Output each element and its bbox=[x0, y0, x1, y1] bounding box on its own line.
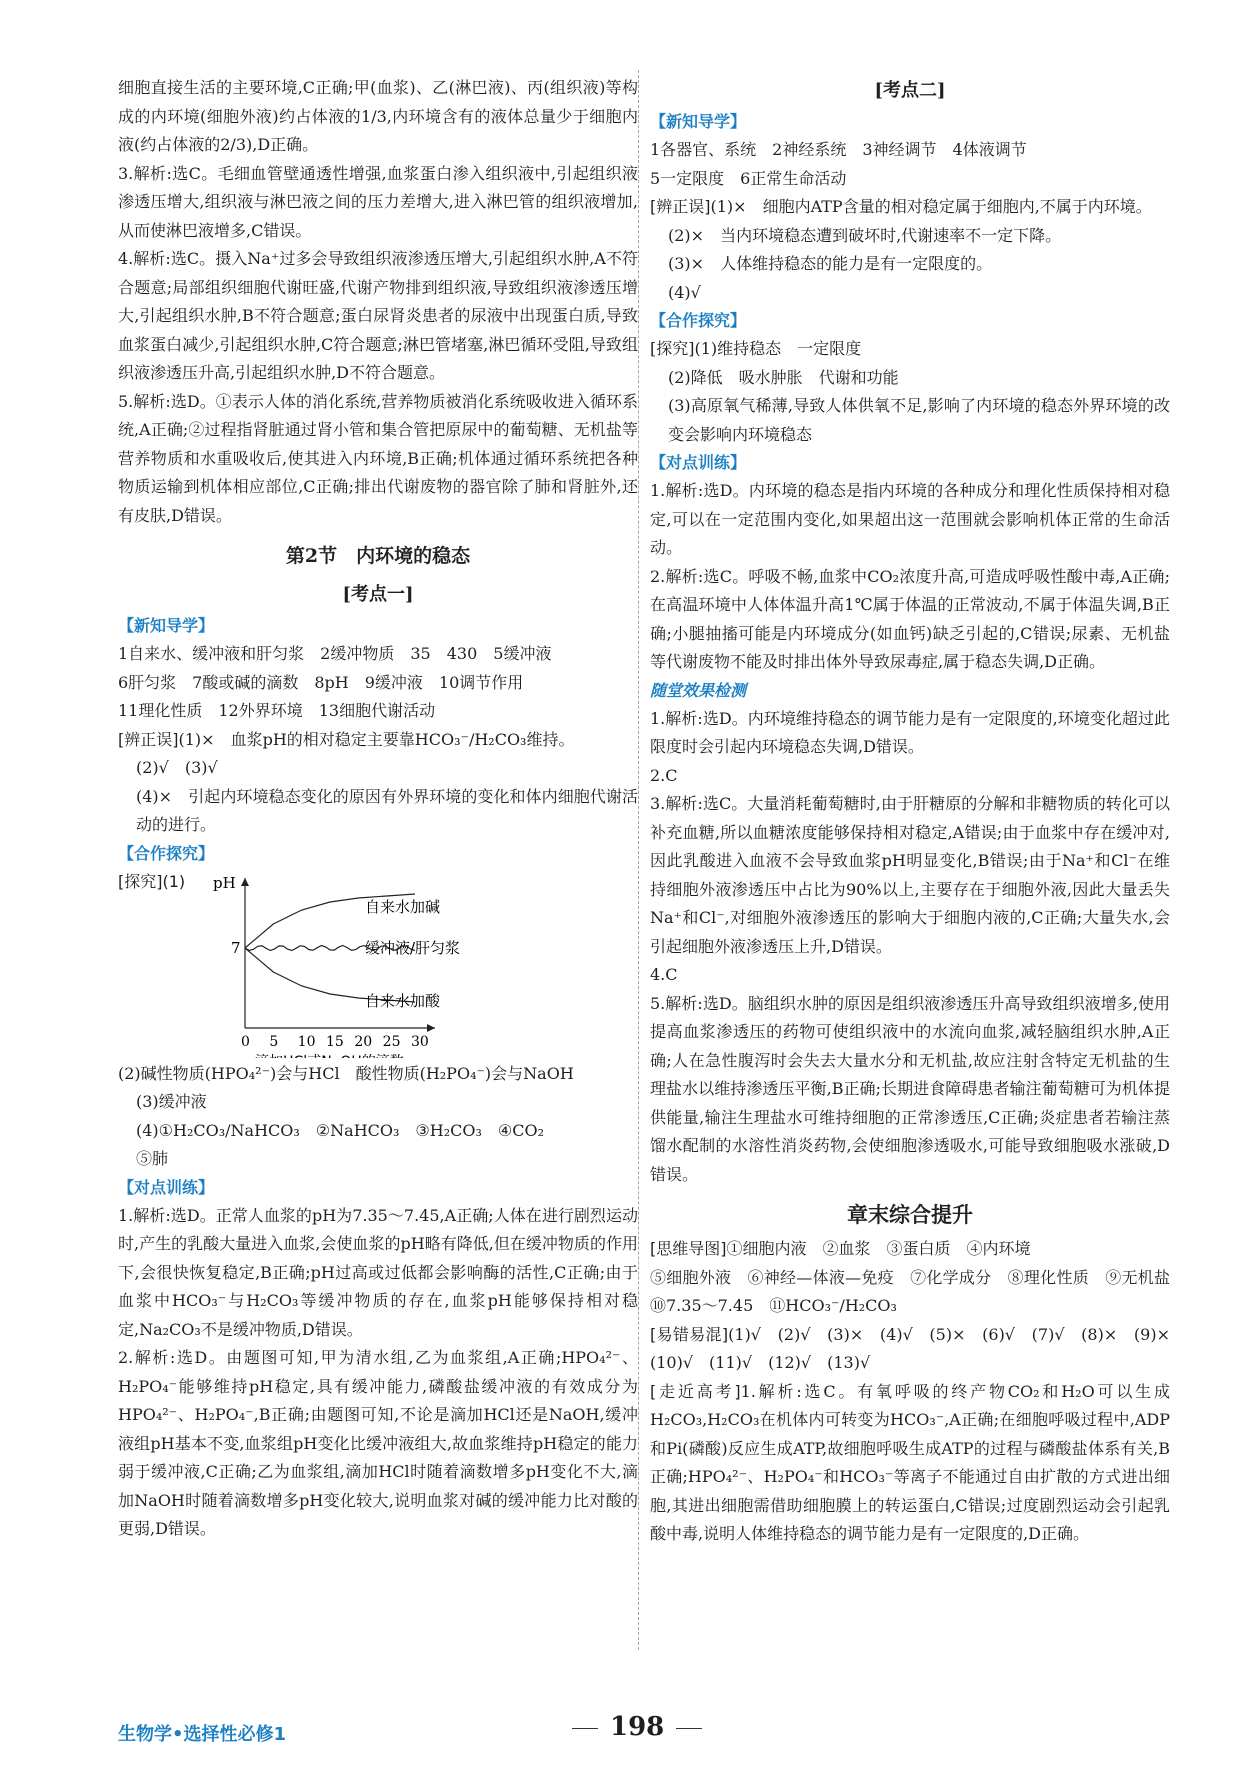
ph-chart bbox=[185, 868, 605, 1058]
series-label: 自来水加酸 bbox=[365, 991, 441, 1010]
practice2-2: 2.解析:选C。呼吸不畅,血浆中CO₂浓度升高,可造成呼吸性酸中毒,A正确;在高温环境中人体体温升高1℃属于体温的正常波动,不属于体温失调,B正确;小腿抽搐可能是内环境成分(如血钙)缺乏引起的,C错误;尿素、无机盐等代谢废物不能及时排出体外导致尿毒症,属于稳态失调,D正确。 bbox=[650, 566, 1170, 671]
page-number: 198 bbox=[560, 1712, 714, 1742]
answer-paragraph: 细胞直接生活的主要环境,C正确;甲(血浆)、乙(淋巴液)、丙(组织液)等构成的内环境(细胞外液)约占体液的1/3,内环境含有的液体总量少于细胞内液(约占体液的2/3),D正确。 bbox=[118, 78, 638, 154]
cooperation-label: 【合作探究】 bbox=[118, 843, 215, 863]
practice2-1: 1.解析:选D。内环境的稳态是指内环境的各种成分和理化性质保持相对稳定,可以在一定范围内变化,如果超出这一范围就会影响机体正常的生命活动。 bbox=[650, 481, 1170, 557]
gaokao-answer: 1.解析:选C。有氧呼吸的终产物CO₂和H₂O可以生成H₂CO₃,H₂CO₃在机体内可转变为HCO₃⁻,A正确;在细胞呼吸过程中,ADP和Pi(磷酸)反应生成ATP,故细胞呼吸生成ATP的过程与磷酸盐体系有关,B正确;HPO₄²⁻、H₂PO₄⁻和HCO₃⁻等离子不能通过自由扩散的方式进出细胞,其进出细胞需借助细胞膜上的转运蛋白,C错误;过度剧烈运动会引起乳酸中毒,说明人体维持稳态的调节能力是有一定限度的,D正确。 bbox=[650, 1381, 1170, 1543]
explore-2: (2)碱性物质(HPO₄²⁻)会与HCl 酸性物质(H₂PO₄⁻)会与NaOH bbox=[118, 1063, 574, 1083]
x-tick-label: 30 bbox=[411, 1033, 429, 1050]
practice-label-2: 【对点训练】 bbox=[650, 453, 747, 472]
y-axis-arrow bbox=[241, 878, 249, 886]
correction2-4: (4)√ bbox=[668, 282, 701, 302]
gaokao-label: [走近高考] bbox=[650, 1381, 741, 1401]
check-4: 4.C bbox=[650, 965, 678, 984]
kaodian-two-heading: [考点二] bbox=[874, 80, 946, 101]
check-2: 2.C bbox=[650, 765, 678, 785]
explore2-1: [探究](1)维持稳态 一定限度 bbox=[650, 339, 862, 358]
x-axis-arrow bbox=[427, 1024, 435, 1032]
correction-1: (1)× 血浆pH的相对稳定主要靠HCO₃⁻/H₂CO₃维持。 bbox=[178, 729, 575, 749]
correction-4: (4)× 引起内环境稳态变化的原因有外界环境的变化和体内细胞代谢活动的进行。 bbox=[136, 786, 638, 834]
x-tick-label: 10 bbox=[297, 1033, 316, 1050]
x-tick-label: 20 bbox=[354, 1033, 373, 1050]
classroom-check-label: 随堂效果检测 bbox=[650, 680, 747, 700]
cooperation-label-2: 【合作探究】 bbox=[650, 311, 747, 330]
x-tick-label: 25 bbox=[382, 1033, 401, 1050]
explore2-2: (2)降低 吸水肿胀 代谢和功能 bbox=[668, 367, 899, 387]
answer-q5: 5.解析:选D。①表示人体的消化系统,营养物质被消化系统吸收进入循环系统,A正确;②过程指肾脏通过肾小管和集合管把原尿中的葡萄糖、无机盐等营养物质和水重吸收后,使其进入内环境,B正确;机体通过循环系统把各种物质运输到机体相应部位,C正确;排出代谢废物的器官除了肺和肾脏外,还有皮肤,D错误。 bbox=[118, 391, 638, 525]
check-3: 3.解析:选C。大量消耗葡萄糖时,由于肝糖原的分解和非糖物质的转化可以补充血糖,所以血糖浓度能够保持相对稳定,A错误;由于血浆中存在缓冲对,因此乳酸进入血液不会导致血浆pH明显变化,B错误;由于Na⁺和Cl⁻在维持细胞外液渗透压中占比为90%以上,主要存在于细胞外液,因此大量丢失Na⁺和Cl⁻,对细胞外液渗透压的影响大于细胞内液的,C正确;大量失水,会引起细胞外液渗透压上升,D错误。 bbox=[650, 794, 1170, 956]
mindmap-2: ⑤细胞外液 ⑥神经—体液—免疫 ⑦化学成分 ⑧理化性质 ⑨无机盐 ⑩7.35～7.45 ⑪HCO₃⁻/H₂CO₃ bbox=[650, 1267, 1187, 1315]
practice-2: 2.解析:选D。由题图可知,甲为清水组,乙为血浆组,A正确;HPO₄²⁻、H₂PO₄⁻能够维持pH稳定,具有缓冲能力,磷酸盐缓冲液的有效成分为HPO₄²⁻、H₂PO₄⁻,B正确;由题图可知,不论是滴加HCl还是NaOH,缓冲液组pH基本不变,血浆组pH变化比缓冲液组大,故血浆维持pH稳定的能力弱于缓冲液,C正确;乙为血浆组,滴加HCl时随着滴数增多pH变化不大,滴加NaOH时随着滴数增多pH变化较大,说明血浆对碱的缓冲能力比对酸的更弱,D错误。 bbox=[118, 1348, 638, 1538]
x-tick-label: 0 bbox=[241, 1033, 251, 1050]
answer-q3: 3.解析:选C。毛细血管壁通透性增强,血浆蛋白渗入组织液中,引起组织液渗透压增大,组织液与淋巴液之间的压力差增大,进入淋巴管的组织液增加,从而使淋巴液增多,C错误。 bbox=[118, 163, 638, 240]
explore2-3: (3)高原氧气稀薄,导致人体供氧不足,影响了内环境的稳态外界环境的改变会影响内环境稳态 bbox=[668, 396, 1170, 444]
series-label: 缓冲液/肝匀浆 bbox=[365, 938, 461, 957]
kaodian-one-heading: [考点一] bbox=[342, 584, 414, 605]
new-knowledge-line-1: 1自来水、缓冲液和肝匀浆 2缓冲物质 35 430 5缓冲液 bbox=[118, 644, 552, 663]
explore-label: [探究](1) bbox=[118, 871, 186, 891]
check-5: 5.解析:选D。脑组织水肿的原因是组织液渗透压升高导致组织液增多,使用提高血浆渗透压的药物可使组织液中的水流向血浆,减轻脑组织水肿,A正确;人在急性腹泻时会失去大量水分和无机盐,故应注射含特定无机盐的生理盐水以维持渗透压平衡,B正确;长期进食障碍患者输注葡萄糖可为机体提供能量,输注生理盐水可维持细胞的正常渗透压,C正确;炎症患者若输注蒸馏水配制的水溶性消炎药物,会使细胞渗透吸水,可能导致细胞吸水涨破,D错误。 bbox=[650, 993, 1170, 1184]
practice-label: 【对点训练】 bbox=[118, 1177, 215, 1197]
y-tick-label: 7 bbox=[231, 938, 241, 957]
explore-3: (3)缓冲液 bbox=[136, 1092, 207, 1111]
new-knowledge-line-2: 6肝匀浆 7酸或碱的滴数 8pH 9缓冲液 10调节作用 bbox=[118, 672, 524, 692]
correction2-3: (3)× 人体维持稳态的能力是有一定限度的。 bbox=[668, 254, 993, 273]
correction-label-2: [辨正误] bbox=[650, 197, 711, 216]
x-tick-label: 15 bbox=[326, 1033, 344, 1050]
ph-chart-svg bbox=[185, 868, 605, 1058]
left-column bbox=[118, 74, 638, 1544]
correction-2-3: (2)√ (3)√ bbox=[136, 758, 218, 777]
explore-4b: ⑤肺 bbox=[136, 1149, 169, 1168]
new-knowledge-label-2: 【新知导学】 bbox=[650, 112, 747, 131]
column-divider bbox=[638, 70, 639, 1650]
practice-1: 1.解析:选D。正常人血浆的pH为7.35～7.45,A正确;人体在进行剧烈运动时,产生的乳酸大量进入血浆,会使血浆的pH略有降低,但在缓冲物质的作用下,会很快恢复稳定,B正确;pH过高或过低都会影响酶的活性,C正确;由于血浆中HCO₃⁻与H₂CO₃等缓冲物质的存在,血浆pH能够保持相对稳定,Na₂CO₃不是缓冲物质,D错误。 bbox=[118, 1205, 638, 1339]
mindmap-label: [思维导图] bbox=[650, 1239, 727, 1258]
confusion-label: [易错易混] bbox=[650, 1324, 729, 1344]
new-knowledge-line-3: 11理化性质 12外界环境 13细胞代谢活动 bbox=[118, 701, 436, 720]
right-column bbox=[650, 74, 1187, 1549]
new-knowledge-label: 【新知导学】 bbox=[118, 616, 215, 635]
book-title: 生物学•选择性必修1 bbox=[118, 1724, 287, 1745]
section-title: 第2节 内环境的稳态 bbox=[285, 545, 471, 567]
explore-4: (4)①H₂CO₃/NaHCO₃ ②NaHCO₃ ③H₂CO₃ ④CO₂ bbox=[136, 1120, 545, 1140]
correction2-2: (2)× 当内环境稳态遭到破坏时,代谢速率不一定下降。 bbox=[668, 225, 1062, 245]
new-knowledge-2-line-1: 1各器官、系统 2神经系统 3神经调节 4体液调节 bbox=[650, 140, 1027, 159]
series-label: 自来水加碱 bbox=[365, 897, 441, 916]
new-knowledge-2-line-2: 5一定限度 6正常生命活动 bbox=[650, 168, 847, 188]
correction-label: [辨正误] bbox=[118, 729, 179, 749]
confusion-answers: (1)√ (2)√ (3)× (4)√ (5)× (6)√ (7)√ (8)× (9)× (10)√ (11)√ (12)√ (13)√ bbox=[650, 1324, 1186, 1372]
check-1: 1.解析:选D。内环境维持稳态的调节能力是有一定限度的,环境变化超过此限度时会引起内环境稳态失调,D错误。 bbox=[650, 708, 1170, 756]
mindmap-1: ①细胞内液 ②血浆 ③蛋白质 ④内环境 bbox=[726, 1239, 1031, 1258]
x-axis-label bbox=[255, 1053, 404, 1058]
chapter-summary-title: 章末综合提升 bbox=[847, 1202, 973, 1227]
x-tick-label: 5 bbox=[269, 1033, 279, 1050]
y-axis-label: pH bbox=[213, 873, 236, 892]
correction2-1: (1)× 细胞内ATP含量的相对稳定属于细胞内,不属于内环境。 bbox=[710, 197, 1152, 216]
answer-q4: 4.解析:选C。摄入Na⁺过多会导致组织液渗透压增大,引起组织水肿,A不符合题意;局部组织细胞代谢旺盛,代谢产物排到组织液,导致组织液渗透压增大,引起组织水肿,B不符合题意;蛋白尿肾炎患者的尿液中出现蛋白质,导致血浆蛋白减少,引起组织水肿,C符合题意;淋巴管堵塞,淋巴循环受阻,导致组织液渗透压升高,引起组织水肿,D不符合题意。 bbox=[118, 249, 638, 382]
